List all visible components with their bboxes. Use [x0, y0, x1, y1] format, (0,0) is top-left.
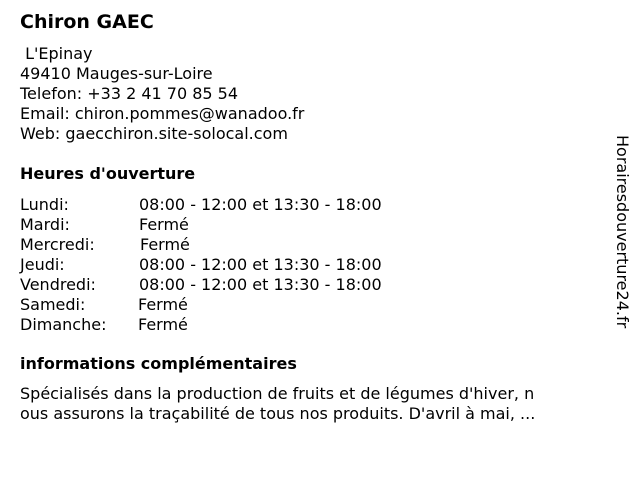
hours-value: Fermé — [138, 315, 188, 334]
hours-heading: Heures d'ouverture — [20, 164, 196, 183]
day-label: Vendredi: — [20, 275, 96, 294]
hours-value: Fermé — [139, 215, 189, 234]
phone-text: Telefon: +33 2 41 70 85 54 — [20, 84, 239, 103]
address-city: 49410 Mauges-sur-Loire — [20, 64, 213, 83]
hours-row-tuesday — [20, 215, 440, 235]
day-label: Samedi: — [20, 295, 86, 314]
day-label: Mardi: — [20, 215, 70, 234]
hours-row-monday — [20, 195, 440, 215]
description-line: Spécialisés dans la production de fruits et de légumes d'hiver, n — [20, 384, 535, 403]
web-text: Web: gaecchiron.site-solocal.com — [20, 124, 288, 143]
hours-row-thursday — [20, 255, 440, 275]
business-name: Chiron GAEC — [20, 11, 154, 33]
hours-value: 08:00 - 12:00 et 13:30 - 18:00 — [139, 255, 382, 274]
hours-value: 08:00 - 12:00 et 13:30 - 18:00 — [139, 195, 382, 214]
description-line: ous assurons la traçabilité de tous nos produits. D'avril à mai, ... — [20, 404, 536, 423]
day-label: Jeudi: — [20, 255, 65, 274]
hours-value: 08:00 - 12:00 et 13:30 - 18:00 — [139, 275, 382, 294]
day-label: Lundi: — [20, 195, 69, 214]
email-text: Email: chiron.pommes@wanadoo.fr — [20, 104, 305, 123]
hours-value: Fermé — [140, 235, 190, 254]
site-watermark: Horairesdouverture24.fr — [613, 135, 632, 329]
opening-hours-list — [20, 195, 440, 335]
day-label: Dimanche: — [20, 315, 107, 334]
contact-block — [20, 44, 304, 144]
hours-row-saturday — [20, 295, 440, 315]
hours-row-wednesday — [20, 235, 440, 255]
hours-value: Fermé — [138, 295, 188, 314]
hours-row-friday — [20, 275, 440, 295]
address-street: L'Epinay — [20, 44, 93, 63]
day-label: Mercredi: — [20, 235, 95, 254]
hours-row-sunday — [20, 315, 440, 335]
info-heading: informations complémentaires — [20, 354, 297, 373]
description-text — [20, 384, 590, 424]
